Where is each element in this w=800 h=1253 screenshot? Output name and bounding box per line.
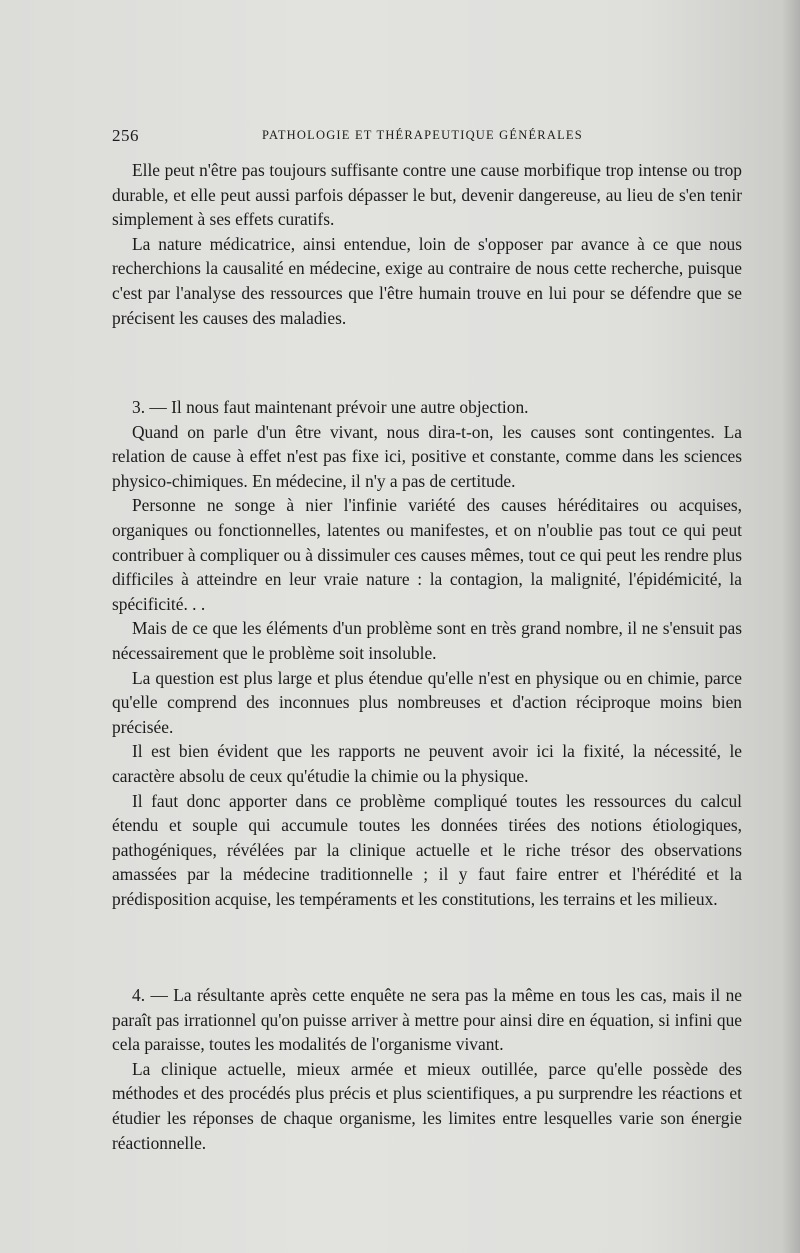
numbered-paragraph-3: 3. — Il nous faut maintenant prévoir une autre objection. [132, 397, 529, 417]
running-title: PATHOLOGIE ET THÉRAPEUTIQUE GÉNÉRALES [262, 128, 583, 142]
paragraph: Il faut donc apporter dans ce problème compliqué toutes les ressources du calcul étendu et souple qui accumule toutes les données tirées des notions étiologiques, pathogéniques, révélées par la clinique actuelle et le riche trésor des observations amassées par la médecine traditionnelle ; il y faut faire entrer et l'hérédité et la prédisposition acquise, les tempéraments et les constitutions, les terrains et les milieux. [112, 790, 742, 909]
text-section-1 [112, 158, 742, 330]
running-head [112, 126, 740, 146]
text-section-2 [112, 395, 742, 911]
paragraph: Il est bien évident que les rapports ne peuvent avoir ici la fixité, la nécessité, le caractère absolu de ceux qu'étudie la chimie ou la physique. [112, 741, 742, 786]
paragraph: La nature médicatrice, ainsi entendue, loin de s'opposer par avance à ce que nous recherchions la causalité en médecine, exige au contraire de nous cette recherche, puisque c'est par l'analyse des ressources que l'être humain trouve en lui pour se défendre que se précisent les causes des maladies. [112, 233, 742, 328]
paragraph: Mais de ce que les éléments d'un problème sont en très grand nombre, il ne s'ensuit pas nécessairement que le problème soit insoluble. [112, 618, 742, 663]
paragraph: La clinique actuelle, mieux armée et mieux outillée, parce qu'elle possède des méthodes et des procédés plus précis et plus scientifiques, a pu surprendre les réactions et étudier les réponses de chaque organisme, les limites entre lesquelles varie son énergie réactionnelle. [112, 1058, 742, 1153]
text-section-3 [112, 983, 742, 1155]
page-number: 256 [112, 126, 139, 145]
paragraph: La question est plus large et plus étendue qu'elle n'est en physique ou en chimie, parce qu'elle comprend des inconnues plus nombreuses et d'action réciproque moins bien précisée. [112, 667, 742, 737]
paragraph: Quand on parle d'un être vivant, nous dira-t-on, les causes sont contingentes. La relation de cause à effet n'est pas fixe ici, positive et constante, comme dans les sciences physico-chimiques. En médecine, il n'y a pas de certitude. [112, 421, 742, 491]
paragraph: Personne ne songe à nier l'infinie variété des causes héréditaires ou acquises, organiques ou fonctionnelles, latentes ou manifestes, et on n'oublie pas tout ce qui peut contribuer à compliquer ou à dissimuler ces causes mêmes, tout ce qui peut les rendre plus difficiles à atteindre en leur vraie nature : la contagion, la malignité, l'épidémicité, la spécificité. . . [112, 495, 742, 614]
numbered-paragraph-4: 4. — La résultante après cette enquête ne sera pas la même en tous les cas, mais il ne paraît pas irrationnel qu'on puisse arriver à mettre pour ainsi dire en équation, si infini que cela paraisse, toutes les modalités de l'organisme vivant. [112, 985, 742, 1055]
paragraph: Elle peut n'être pas toujours suffisante contre une cause morbifique trop intense ou trop durable, et elle peut aussi parfois dépasser le but, devenir dangereuse, au lieu de s'en tenir simplement à ses effets curatifs. [112, 160, 742, 230]
